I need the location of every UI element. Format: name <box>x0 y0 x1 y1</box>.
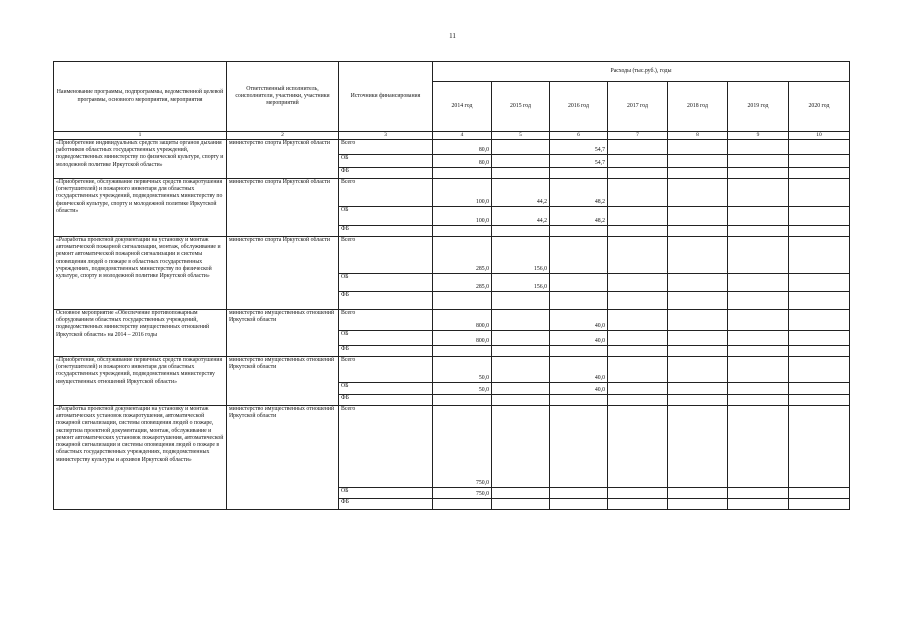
header-year-5: 2018 год <box>668 82 728 132</box>
header-year-4: 2017 год <box>608 82 668 132</box>
expense-value-year-6 <box>728 498 789 509</box>
expense-value-year-6 <box>728 206 789 225</box>
responsible-executor: министерство имущественных отношений Иркутской области <box>227 356 339 405</box>
expense-value-year-4 <box>608 206 668 225</box>
expense-value-year-3 <box>550 225 608 236</box>
expense-value-year-1: 50,0 <box>433 356 492 382</box>
table-row <box>54 309 850 330</box>
expenses-table <box>53 61 850 510</box>
expense-value-year-5 <box>668 345 728 356</box>
expense-value-year-4 <box>608 178 668 206</box>
table-row <box>54 139 850 154</box>
funding-source: Всего <box>339 309 433 330</box>
funding-source: ОБ <box>339 382 433 394</box>
table-row <box>54 236 850 273</box>
responsible-executor: министерство спорта Иркутской области <box>227 236 339 309</box>
expense-value-year-3 <box>550 405 608 487</box>
expense-value-year-4 <box>608 236 668 273</box>
page-number: 11 <box>449 32 456 40</box>
expense-value-year-4 <box>608 139 668 154</box>
expense-value-year-1 <box>433 291 492 309</box>
header-year-2: 2015 год <box>492 82 550 132</box>
activity-name: «Приобретение, обслуживание первичных средств пожаротушения (огнетушителей) и пожарного инвентаря для областных государственных учреждений, подведомственных министерству имущественных отношений Иркутской области» <box>54 356 227 405</box>
expense-value-year-1 <box>433 345 492 356</box>
expense-value-year-6 <box>728 309 789 330</box>
expense-value-year-4 <box>608 225 668 236</box>
expense-value-year-2: 156,0 <box>492 273 550 291</box>
expense-value-year-5 <box>668 154 728 167</box>
expense-value-year-3: 54,7 <box>550 154 608 167</box>
column-number-3: 3 <box>339 132 433 140</box>
expense-value-year-7 <box>789 139 850 154</box>
header-year-7: 2020 год <box>789 82 850 132</box>
expense-value-year-4 <box>608 356 668 382</box>
column-number-4: 4 <box>433 132 492 140</box>
funding-source: Всего <box>339 139 433 154</box>
column-number-2: 2 <box>227 132 339 140</box>
header-sources-column: Источники финансирования <box>339 62 433 132</box>
expense-value-year-6 <box>728 356 789 382</box>
expense-value-year-3: 40,0 <box>550 309 608 330</box>
funding-source: Всего <box>339 236 433 273</box>
expense-value-year-2: 44,2 <box>492 206 550 225</box>
expense-value-year-4 <box>608 273 668 291</box>
expense-value-year-2 <box>492 382 550 394</box>
header-name-column: Наименование программы, подпрограммы, ведомственной целевой программы, основного мероприятия, мероприятия <box>54 62 227 132</box>
expense-value-year-7 <box>789 225 850 236</box>
table-body <box>54 139 850 509</box>
column-number-7: 7 <box>608 132 668 140</box>
expense-value-year-2 <box>492 309 550 330</box>
expense-value-year-1 <box>433 394 492 405</box>
funding-source: ФБ <box>339 498 433 509</box>
expense-value-year-7 <box>789 487 850 498</box>
expense-value-year-4 <box>608 167 668 178</box>
expense-value-year-4 <box>608 487 668 498</box>
expense-value-year-3: 40,0 <box>550 382 608 394</box>
expense-value-year-2 <box>492 154 550 167</box>
expense-value-year-6 <box>728 291 789 309</box>
expense-value-year-4 <box>608 309 668 330</box>
expense-value-year-2 <box>492 487 550 498</box>
expense-value-year-2: 156,0 <box>492 236 550 273</box>
expense-value-year-7 <box>789 178 850 206</box>
table-row <box>54 178 850 206</box>
expense-value-year-1: 800,0 <box>433 330 492 345</box>
table-header <box>54 62 850 140</box>
activity-name: Основное мероприятие «Обеспечение противопожарным оборудованием областных государственных учреждений, подведомственных министерству имущественных отношений Иркутской области» на 2014 – 2016 годы <box>54 309 227 356</box>
expense-value-year-3: 40,0 <box>550 330 608 345</box>
expense-value-year-7 <box>789 167 850 178</box>
expense-value-year-5 <box>668 273 728 291</box>
expense-value-year-6 <box>728 394 789 405</box>
funding-source: ФБ <box>339 345 433 356</box>
expense-value-year-7 <box>789 236 850 273</box>
header-expenses-title: Расходы (тыс.руб.), годы <box>433 62 850 82</box>
expense-value-year-4 <box>608 154 668 167</box>
expense-value-year-2 <box>492 405 550 487</box>
expense-value-year-2 <box>492 498 550 509</box>
funding-source: ФБ <box>339 225 433 236</box>
column-number-6: 6 <box>550 132 608 140</box>
column-number-8: 8 <box>668 132 728 140</box>
expense-value-year-4 <box>608 382 668 394</box>
expense-value-year-1: 50,0 <box>433 382 492 394</box>
expense-value-year-4 <box>608 345 668 356</box>
expense-value-year-6 <box>728 139 789 154</box>
funding-source: ОБ <box>339 330 433 345</box>
expense-value-year-5 <box>668 309 728 330</box>
responsible-executor: министерство спорта Иркутской области <box>227 178 339 236</box>
expense-value-year-5 <box>668 291 728 309</box>
expense-value-year-2 <box>492 167 550 178</box>
expense-value-year-5 <box>668 206 728 225</box>
column-number-10: 10 <box>789 132 850 140</box>
expense-value-year-2: 44,2 <box>492 178 550 206</box>
expense-value-year-4 <box>608 405 668 487</box>
column-number-5: 5 <box>492 132 550 140</box>
header-year-3: 2016 год <box>550 82 608 132</box>
expense-value-year-6 <box>728 382 789 394</box>
expense-value-year-6 <box>728 178 789 206</box>
table-row <box>54 405 850 487</box>
expense-value-year-1: 80,0 <box>433 139 492 154</box>
expense-value-year-1 <box>433 498 492 509</box>
expense-value-year-1: 750,0 <box>433 405 492 487</box>
funding-source: ОБ <box>339 206 433 225</box>
expense-value-year-5 <box>668 382 728 394</box>
expense-value-year-5 <box>668 487 728 498</box>
expense-value-year-6 <box>728 405 789 487</box>
expense-value-year-1: 80,0 <box>433 154 492 167</box>
expense-value-year-3 <box>550 236 608 273</box>
expense-value-year-3: 54,7 <box>550 139 608 154</box>
funding-source: ОБ <box>339 154 433 167</box>
funding-source: Всего <box>339 405 433 487</box>
expense-value-year-3 <box>550 498 608 509</box>
expense-value-year-6 <box>728 167 789 178</box>
expense-value-year-2 <box>492 356 550 382</box>
expense-value-year-7 <box>789 206 850 225</box>
activity-name: «Разработка проектной документации на установку и монтаж автоматических установок пожаротушения, автоматической пожарной сигнализации, системы оповещения людей о пожаре, экспертиза проектной документации, монтаж, обслуживание и ремонт автоматических установок пожаротушения, автоматической пожарной сигнализации и системы оповещения людей о пожаре в областных государственных учреждениях, подведомственных министерству культуры и архивов Иркутской области» <box>54 405 227 509</box>
expense-value-year-4 <box>608 330 668 345</box>
expense-value-year-6 <box>728 154 789 167</box>
expense-value-year-2 <box>492 139 550 154</box>
expense-value-year-7 <box>789 382 850 394</box>
expense-value-year-4 <box>608 498 668 509</box>
expense-value-year-5 <box>668 167 728 178</box>
column-number-9: 9 <box>728 132 789 140</box>
expense-value-year-6 <box>728 330 789 345</box>
expense-value-year-5 <box>668 405 728 487</box>
expense-value-year-7 <box>789 154 850 167</box>
expense-value-year-1 <box>433 167 492 178</box>
expense-value-year-5 <box>668 139 728 154</box>
expense-value-year-7 <box>789 330 850 345</box>
responsible-executor: министерство имущественных отношений Иркутской области <box>227 309 339 356</box>
table-row <box>54 356 850 382</box>
expense-value-year-7 <box>789 394 850 405</box>
funding-source: ФБ <box>339 167 433 178</box>
expense-value-year-3 <box>550 167 608 178</box>
expense-value-year-5 <box>668 356 728 382</box>
expense-value-year-5 <box>668 178 728 206</box>
expense-value-year-1: 750,0 <box>433 487 492 498</box>
expense-value-year-2 <box>492 225 550 236</box>
expense-value-year-7 <box>789 291 850 309</box>
header-year-6: 2019 год <box>728 82 789 132</box>
funding-source: Всего <box>339 178 433 206</box>
expense-value-year-5 <box>668 225 728 236</box>
expense-value-year-2 <box>492 345 550 356</box>
expense-value-year-3: 48,2 <box>550 178 608 206</box>
expense-value-year-7 <box>789 405 850 487</box>
expense-value-year-5 <box>668 236 728 273</box>
expense-value-year-3 <box>550 345 608 356</box>
funding-source: ФБ <box>339 291 433 309</box>
expense-value-year-7 <box>789 356 850 382</box>
expense-value-year-3 <box>550 487 608 498</box>
expense-value-year-1 <box>433 225 492 236</box>
expense-value-year-3 <box>550 394 608 405</box>
activity-name: «Разработка проектной документации на установку и монтаж автоматической пожарной сигнализации, монтаж, обслуживание и ремонт автоматической пожарной сигнализации и системы оповещения людей о пожаре в областных государственных учреждениях, подведомственных министерству по физической культуре, спорту и молодежной политике Иркутской области» <box>54 236 227 309</box>
responsible-executor: министерство имущественных отношений Иркутской области <box>227 405 339 509</box>
expense-value-year-7 <box>789 309 850 330</box>
expense-value-year-6 <box>728 273 789 291</box>
expense-value-year-3: 40,0 <box>550 356 608 382</box>
activity-name: «Приобретение, обслуживание первичных средств пожаротушения (огнетушителей) и пожарного инвентаря для областных государственных учреждений, подведомственных министерству по физической культуре, спорту и молодежной политике Иркутской области» <box>54 178 227 236</box>
expense-value-year-3 <box>550 273 608 291</box>
activity-name: «Приобретение индивидуальных средств защиты органов дыхания работников областных государственных учреждений, подведомственных министерству по физической культуре, спорту и молодежной политике Иркутской области» <box>54 139 227 178</box>
expense-value-year-7 <box>789 345 850 356</box>
column-number-1: 1 <box>54 132 227 140</box>
expense-value-year-1: 800,0 <box>433 309 492 330</box>
expense-value-year-1: 285,0 <box>433 273 492 291</box>
expense-value-year-1: 285,0 <box>433 236 492 273</box>
expense-value-year-7 <box>789 498 850 509</box>
expense-value-year-5 <box>668 498 728 509</box>
expense-value-year-3 <box>550 291 608 309</box>
expense-value-year-6 <box>728 236 789 273</box>
responsible-executor: министерство спорта Иркутской области <box>227 139 339 178</box>
expense-value-year-1: 100,0 <box>433 206 492 225</box>
header-responsible-column: Ответственный исполнитель, соисполнители, участники, участники мероприятий <box>227 62 339 132</box>
expense-value-year-2 <box>492 330 550 345</box>
header-year-1: 2014 год <box>433 82 492 132</box>
expense-value-year-6 <box>728 345 789 356</box>
funding-source: ОБ <box>339 273 433 291</box>
expense-value-year-1: 100,0 <box>433 178 492 206</box>
funding-source: Всего <box>339 356 433 382</box>
funding-source: ФБ <box>339 394 433 405</box>
funding-source: ОБ <box>339 487 433 498</box>
expense-value-year-6 <box>728 225 789 236</box>
expense-value-year-5 <box>668 330 728 345</box>
expense-value-year-3: 48,2 <box>550 206 608 225</box>
expense-value-year-4 <box>608 291 668 309</box>
expense-value-year-6 <box>728 487 789 498</box>
expense-value-year-4 <box>608 394 668 405</box>
expense-value-year-7 <box>789 273 850 291</box>
expense-value-year-2 <box>492 291 550 309</box>
expense-value-year-5 <box>668 394 728 405</box>
expense-value-year-2 <box>492 394 550 405</box>
